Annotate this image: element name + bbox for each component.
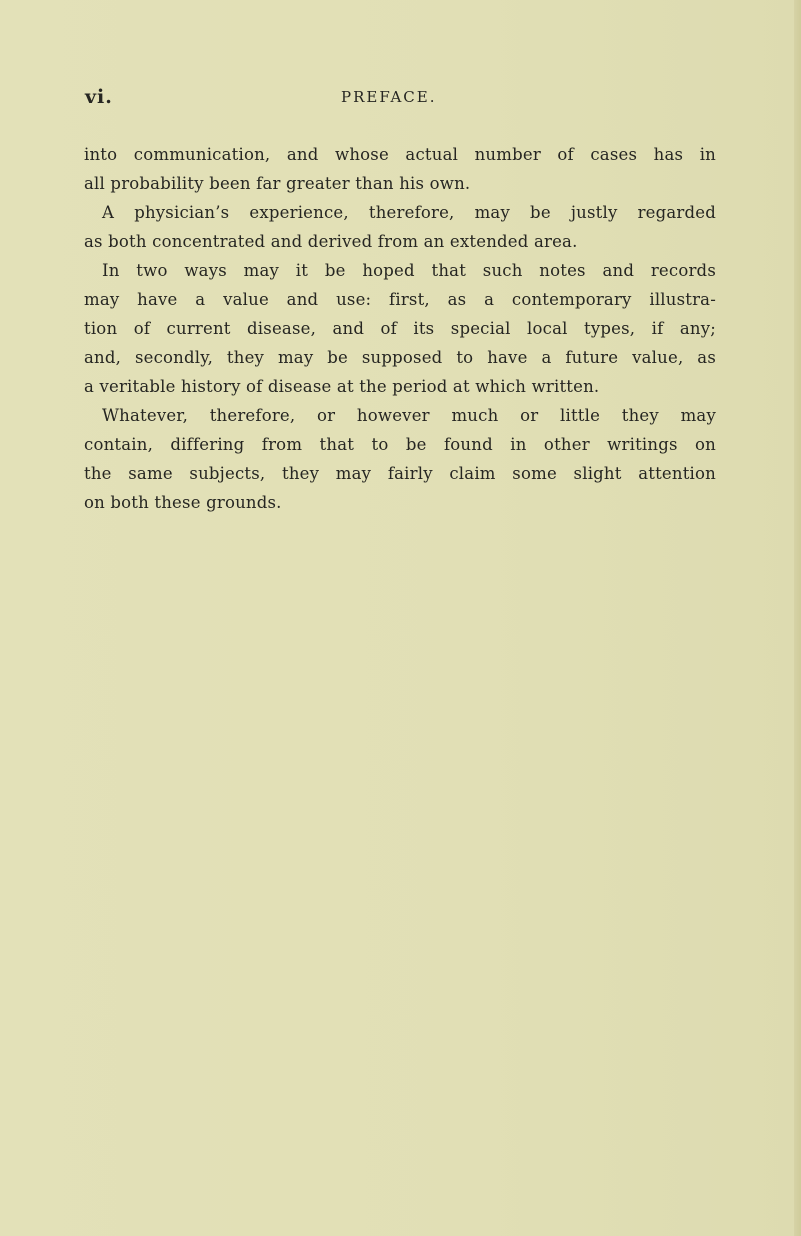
running-head — [85, 86, 715, 110]
text-line: tion of current disease, and of its special local types, if any; — [84, 319, 716, 338]
text-line: into communication, and whose actual number of cases has in — [84, 145, 716, 164]
running-title: PREFACE. — [341, 88, 437, 106]
text-line: may have a value and use: first, as a contemporary illustra- — [84, 290, 716, 309]
text-line: In two ways may it be hoped that such notes and records — [102, 261, 716, 280]
body-text — [84, 140, 716, 517]
text-line: and, secondly, they may be supposed to have a future value, as — [84, 348, 716, 367]
text-line: A physician’s experience, therefore, may be justly regarded — [102, 203, 716, 222]
text-line: as both concentrated and derived from an extended area. — [84, 232, 578, 251]
text-line: all probability been far greater than his own. — [84, 174, 471, 193]
text-line: Whatever, therefore, or however much or little they may — [102, 406, 716, 425]
text-line: contain, differing from that to be found in other writings on — [84, 435, 716, 454]
text-line: the same subjects, they may fairly claim some slight attention — [84, 464, 716, 483]
text-line: on both these grounds. — [84, 493, 282, 512]
page-number: vi. — [85, 86, 113, 108]
text-line: a veritable history of disease at the period at which written. — [84, 377, 600, 396]
page-edge — [794, 0, 801, 1236]
